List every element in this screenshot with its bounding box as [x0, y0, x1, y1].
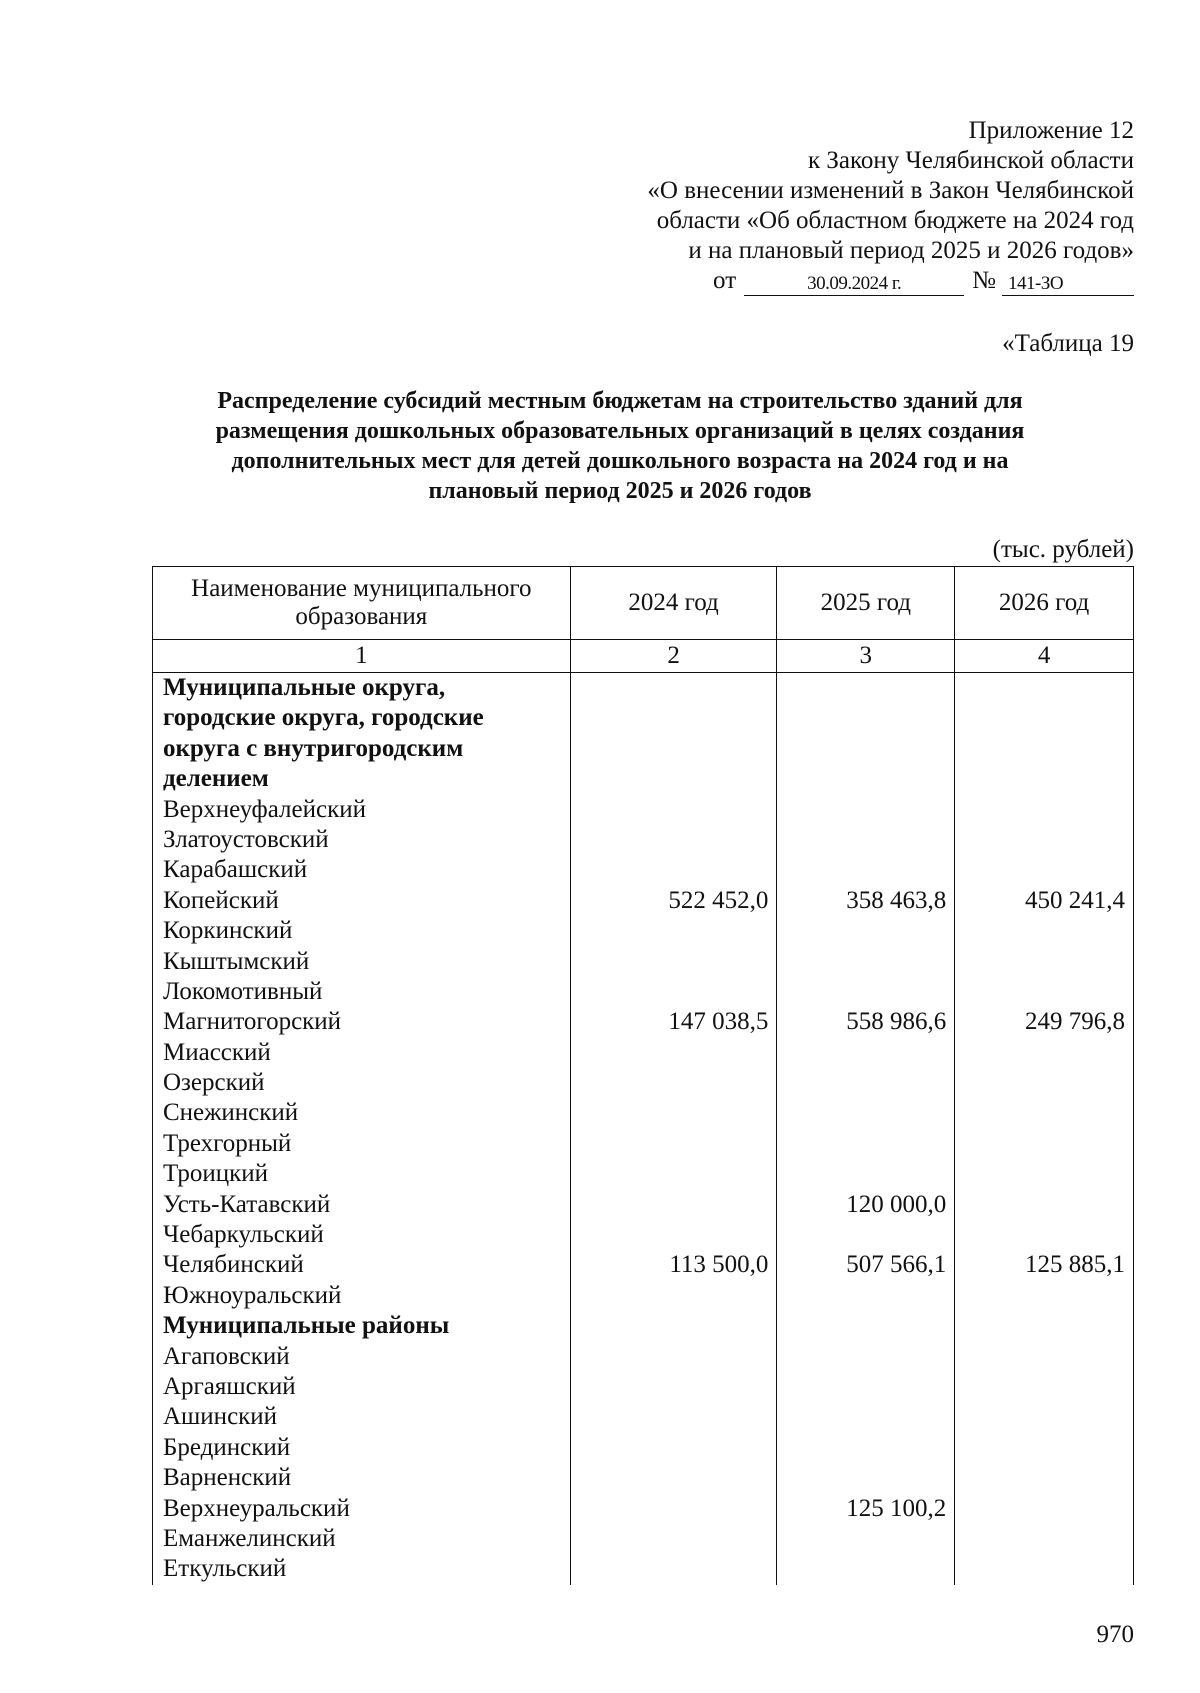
value-2025-cell: [777, 1372, 954, 1402]
municipality-name-cell: Трехгорный: [163, 1129, 292, 1157]
value-2025-cell: [777, 1129, 954, 1159]
value-2026-cell: [955, 1311, 1133, 1341]
value-2025-cell: [777, 1311, 954, 1341]
ot-label: от: [713, 267, 737, 294]
value-2026-cell: [955, 1159, 1133, 1189]
value-2026-cell: [955, 1402, 1133, 1432]
value-2026-cell: [955, 1068, 1133, 1098]
value-2026-cell: 125 885,1: [1025, 1251, 1125, 1279]
value-2024-cell: [571, 1402, 777, 1432]
value-2026-cell: [955, 825, 1133, 855]
value-2026-cell: [955, 1190, 1133, 1220]
value-2025-cell: 125 100,2: [846, 1494, 947, 1522]
municipality-name-cell: городские округа, городские: [163, 704, 484, 732]
value-2025-cell: [777, 1402, 954, 1432]
column-number: 3: [777, 640, 955, 673]
value-2024-cell: [571, 1038, 777, 1068]
value-2025-column: [777, 673, 955, 1585]
value-2026-cell: [955, 1281, 1133, 1311]
value-2026-cell: [955, 1038, 1133, 1068]
municipality-name-cell: Карабашский: [163, 856, 308, 884]
value-2026-column: [955, 673, 1134, 1585]
value-2026-cell: [955, 855, 1133, 885]
law-date: 30.09.2024 г.: [744, 273, 964, 296]
column-header-2025: 2025 год: [777, 567, 955, 640]
value-2026-cell: [955, 764, 1133, 794]
value-2025-cell: [777, 916, 954, 946]
municipality-name-cell: Усть-Катавский: [163, 1190, 331, 1218]
municipality-name-cell: Кыштымский: [163, 947, 310, 975]
municipality-name-cell: Миасский: [163, 1038, 271, 1066]
value-2024-cell: [571, 1098, 777, 1128]
value-2025-cell: [777, 947, 954, 977]
law-title-line: «О внесении изменений в Закон Челябинской: [647, 177, 1134, 204]
column-number: 4: [955, 640, 1134, 673]
value-2024-cell: [571, 764, 777, 794]
municipality-name-cell: Златоустовский: [163, 825, 329, 853]
value-2024-cell: [571, 1463, 777, 1493]
column-header-2026: 2026 год: [955, 567, 1134, 640]
value-2026-cell: [955, 1342, 1133, 1372]
table-label: «Таблица 19: [1002, 330, 1134, 357]
column-number: 2: [570, 640, 777, 673]
value-2025-cell: [777, 1433, 954, 1463]
value-2024-cell: [571, 1372, 777, 1402]
value-2025-cell: [777, 1281, 954, 1311]
municipality-name-cell: делением: [163, 765, 269, 793]
law-title-line: области «Об областном бюджете на 2024 год: [656, 207, 1134, 234]
column-header-name: Наименование муниципального образования: [153, 567, 571, 640]
date-number-line: [574, 266, 1134, 296]
municipality-name-cell: Муниципальные округа,: [163, 674, 446, 701]
value-2024-cell: [571, 703, 777, 733]
document-title: [150, 386, 1090, 506]
table-body-row: [153, 673, 1134, 1585]
title-line: размещения дошкольных образовательных организаций в целях создания: [215, 418, 1025, 444]
value-2026-cell: [955, 795, 1133, 825]
value-2026-cell: [955, 1129, 1133, 1159]
value-2025-cell: [777, 1098, 954, 1128]
page-number: 970: [1096, 1621, 1134, 1648]
municipality-name-cell: Локомотивный: [163, 977, 323, 1005]
value-2026-cell: 450 241,4: [1025, 886, 1125, 914]
value-2025-cell: 558 986,6: [846, 1008, 947, 1036]
value-2024-cell: 147 038,5: [668, 1008, 769, 1036]
value-2025-cell: [777, 855, 954, 885]
value-2025-cell: [777, 1342, 954, 1372]
municipality-name-cell: Чебаркульский: [163, 1221, 324, 1249]
value-2024-column: [570, 673, 777, 1585]
municipality-name-cell: Озерский: [163, 1069, 265, 1097]
value-2024-cell: [571, 977, 777, 1007]
value-2024-cell: [571, 1281, 777, 1311]
value-2026-cell: [955, 916, 1133, 946]
value-2026-cell: [955, 734, 1133, 764]
value-2025-cell: [777, 825, 954, 855]
value-2025-cell: 358 463,8: [846, 886, 947, 914]
value-2025-cell: 507 566,1: [846, 1251, 947, 1279]
value-2024-cell: [571, 1311, 777, 1341]
municipality-name-cell: округа с внутригородским: [163, 734, 464, 762]
number-label: №: [972, 267, 996, 294]
value-2025-cell: [777, 1554, 954, 1584]
value-2024-cell: [571, 1220, 777, 1250]
value-2024-cell: [571, 1433, 777, 1463]
value-2024-cell: [571, 1342, 777, 1372]
municipality-name-cell: Южноуральский: [163, 1281, 342, 1309]
title-line: плановый период 2025 и 2026 годов: [428, 478, 812, 504]
municipality-name-cell: Еткульский: [163, 1555, 287, 1583]
value-2024-cell: [571, 1494, 777, 1524]
value-2024-cell: [571, 1129, 777, 1159]
value-2026-cell: [955, 1494, 1133, 1524]
municipality-name-cell: Верхнеуральский: [163, 1494, 350, 1522]
municipality-name-cell: Муниципальные районы: [163, 1312, 450, 1340]
value-2025-cell: 120 000,0: [846, 1190, 947, 1218]
value-2024-cell: [571, 673, 777, 703]
value-2026-cell: [955, 1433, 1133, 1463]
value-2024-cell: 113 500,0: [669, 1251, 769, 1279]
appendix-line: Приложение 12: [968, 117, 1134, 144]
value-2025-cell: [777, 673, 954, 703]
value-2025-cell: [777, 977, 954, 1007]
value-2025-cell: [777, 1463, 954, 1493]
law-line: к Закону Челябинской области: [808, 147, 1134, 174]
value-2024-cell: [571, 1159, 777, 1189]
value-2024-cell: [571, 734, 777, 764]
title-line: дополнительных мест для детей дошкольного возраста на 2024 год и на: [231, 448, 1009, 474]
value-2024-cell: [571, 795, 777, 825]
title-line: Распределение субсидий местным бюджетам на строительство зданий для: [217, 388, 1023, 414]
law-number: 141-ЗО: [1002, 273, 1134, 296]
value-2026-cell: 249 796,8: [1025, 1008, 1125, 1036]
column-header-2024: 2024 год: [570, 567, 777, 640]
value-2025-cell: [777, 1524, 954, 1554]
value-2024-cell: [571, 916, 777, 946]
value-2025-cell: [777, 734, 954, 764]
value-2026-cell: [955, 977, 1133, 1007]
subsidy-table: [152, 566, 1134, 1585]
value-2025-cell: [777, 1220, 954, 1250]
value-2025-cell: [777, 795, 954, 825]
value-2026-cell: [955, 947, 1133, 977]
column-number: 1: [153, 640, 571, 673]
municipality-name-cell: Коркинский: [163, 917, 293, 945]
municipality-name-cell: Снежинский: [163, 1099, 299, 1127]
value-2025-cell: [777, 1038, 954, 1068]
value-2024-cell: [571, 825, 777, 855]
municipality-name-column: [153, 673, 571, 1585]
value-2025-cell: [777, 764, 954, 794]
column-number-row: [153, 640, 1134, 673]
municipality-name-cell: Троицкий: [163, 1160, 268, 1188]
municipality-name-cell: Аргаяшский: [163, 1372, 296, 1400]
value-2024-cell: 522 452,0: [668, 886, 769, 914]
value-2026-cell: [955, 673, 1133, 703]
value-2024-cell: [571, 1190, 777, 1220]
value-2024-cell: [571, 1524, 777, 1554]
municipality-name-cell: Верхнеуфалейский: [163, 795, 366, 823]
municipality-name-cell: Ашинский: [163, 1403, 278, 1431]
units-label: (тыс. рублей): [992, 536, 1134, 563]
value-2026-cell: [955, 1372, 1133, 1402]
municipality-name-cell: Агаповский: [163, 1342, 290, 1370]
table-header-row: [153, 567, 1134, 640]
value-2025-cell: [777, 703, 954, 733]
municipality-name-cell: Варненский: [163, 1464, 292, 1492]
municipality-name-cell: Брединский: [163, 1433, 291, 1461]
value-2026-cell: [955, 1463, 1133, 1493]
value-2026-cell: [955, 1098, 1133, 1128]
value-2025-cell: [777, 1159, 954, 1189]
municipality-name-cell: Копейский: [163, 886, 279, 914]
municipality-name-cell: Челябинский: [163, 1251, 304, 1279]
appendix-header: [574, 116, 1134, 296]
value-2026-cell: [955, 1554, 1133, 1584]
value-2025-cell: [777, 1068, 954, 1098]
value-2026-cell: [955, 1220, 1133, 1250]
law-title-line: и на плановый период 2025 и 2026 годов»: [688, 237, 1134, 264]
value-2024-cell: [571, 1554, 777, 1584]
municipality-name-cell: Магнитогорский: [163, 1008, 342, 1036]
value-2026-cell: [955, 1524, 1133, 1554]
value-2024-cell: [571, 1068, 777, 1098]
value-2024-cell: [571, 947, 777, 977]
municipality-name-cell: Еманжелинский: [163, 1524, 336, 1552]
value-2024-cell: [571, 855, 777, 885]
value-2026-cell: [955, 703, 1133, 733]
